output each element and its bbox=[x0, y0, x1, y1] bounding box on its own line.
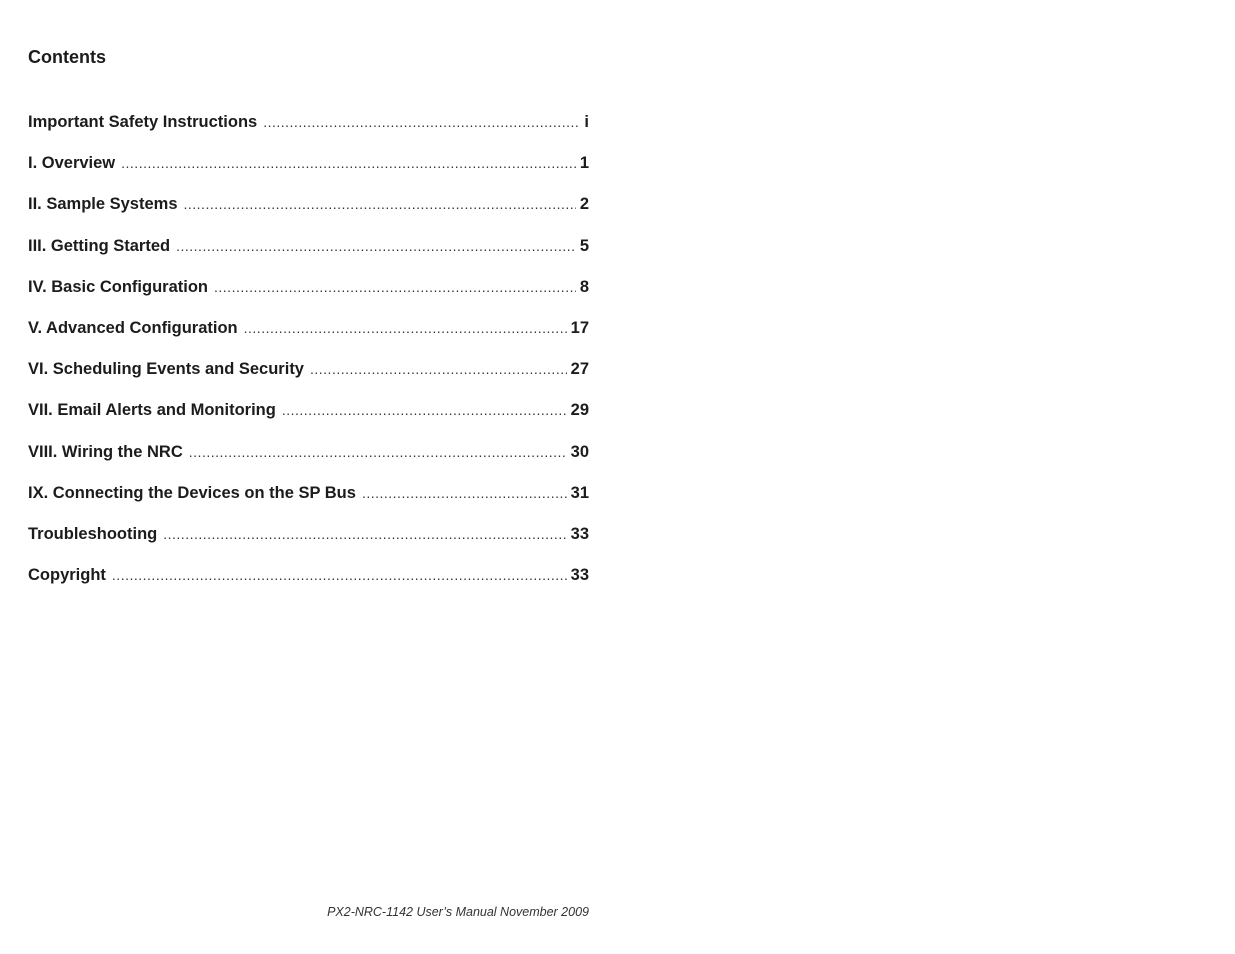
toc-entry-label: Troubleshooting bbox=[28, 524, 158, 543]
toc-entry-label: III. Getting Started bbox=[28, 236, 171, 255]
toc-dot-leader bbox=[163, 522, 566, 546]
toc-entry bbox=[28, 192, 589, 233]
toc-entry-label: I. Overview bbox=[28, 154, 116, 173]
toc-page-number: 1 bbox=[579, 154, 589, 173]
toc-entry-label: VIII. Wiring the NRC bbox=[28, 442, 183, 461]
toc-entry bbox=[28, 440, 589, 481]
page-footer: PX2-NRC-1142 User’s Manual November 2009 bbox=[327, 905, 589, 919]
toc-entry bbox=[28, 110, 589, 151]
toc-page-number: 29 bbox=[570, 401, 589, 420]
toc-entry-label: V. Advanced Configuration bbox=[28, 318, 238, 337]
toc-page-number: 5 bbox=[579, 236, 589, 255]
toc-page-number: 30 bbox=[570, 442, 589, 461]
toc-dot-leader bbox=[282, 398, 567, 422]
toc-entry-label: Important Safety Instructions bbox=[28, 113, 258, 131]
table-of-contents bbox=[28, 110, 589, 604]
toc-entry bbox=[28, 398, 589, 439]
toc-dot-leader bbox=[112, 563, 567, 587]
toc-entry-label: IX. Connecting the Devices on the SP Bus bbox=[28, 483, 356, 502]
toc-dot-leader bbox=[263, 110, 579, 134]
toc-dot-leader bbox=[310, 357, 567, 381]
toc-entry bbox=[28, 151, 589, 192]
toc-entry bbox=[28, 481, 589, 522]
toc-dot-leader bbox=[189, 440, 567, 464]
toc-entry bbox=[28, 316, 589, 357]
page-title: Contents bbox=[28, 47, 106, 67]
toc-dot-leader bbox=[214, 275, 576, 299]
toc-dot-leader bbox=[176, 234, 576, 258]
toc-entry bbox=[28, 563, 589, 604]
toc-dot-leader bbox=[362, 481, 567, 505]
toc-dot-leader bbox=[244, 316, 567, 340]
toc-page-number: 33 bbox=[570, 524, 589, 543]
toc-page-number: 2 bbox=[579, 195, 589, 214]
toc-entry bbox=[28, 522, 589, 563]
toc-page-number: 17 bbox=[570, 318, 589, 337]
toc-entry-label: IV. Basic Configuration bbox=[28, 277, 209, 296]
toc-dot-leader bbox=[184, 192, 576, 216]
toc-entry-label: VII. Email Alerts and Monitoring bbox=[28, 401, 276, 420]
toc-entry-label: II. Sample Systems bbox=[28, 195, 178, 214]
toc-page-number: i bbox=[584, 113, 589, 131]
toc-entry bbox=[28, 275, 589, 316]
toc-entry-label: Copyright bbox=[28, 566, 106, 585]
toc-entry-label: VI. Scheduling Events and Security bbox=[28, 360, 304, 379]
toc-page-number: 8 bbox=[579, 277, 589, 296]
toc-page-number: 33 bbox=[570, 566, 589, 585]
toc-dot-leader bbox=[121, 151, 576, 175]
toc-entry bbox=[28, 234, 589, 275]
toc-page-number: 31 bbox=[570, 483, 589, 502]
toc-page-number: 27 bbox=[570, 360, 589, 379]
toc-entry bbox=[28, 357, 589, 398]
